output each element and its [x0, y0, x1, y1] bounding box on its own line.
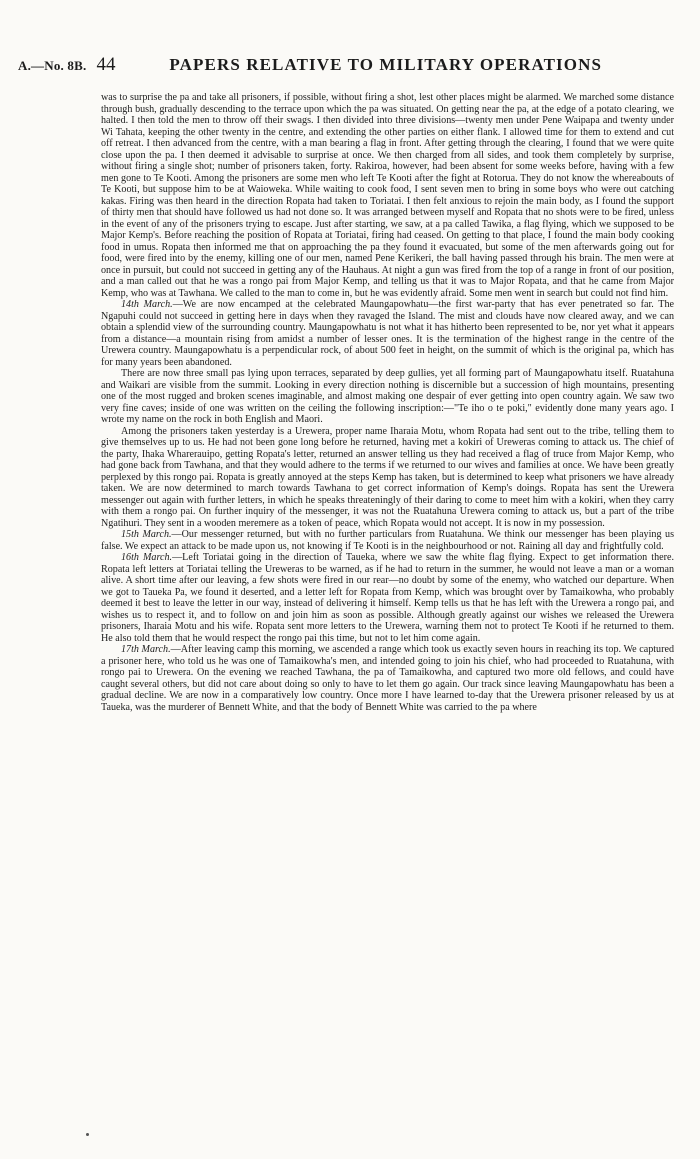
page-header [18, 54, 682, 78]
print-speck [86, 1133, 89, 1136]
dated-entry: 15th March.—Our messenger returned, but with no further particulars from Ruatahuna. We think our messenger has been playing us false. We expect an attack to be made upon us, not knowing if Te Kooti is in the neighbourhood or not. Raining all day and frightfully cold. [101, 529, 674, 552]
dated-entry: 14th March.—We are now encamped at the celebrated Maungapowhatu—the first war-party that has ever penetrated so far. The Ngapuhi could not succeed in getting here in days when they ravaged the Island. The mist and clouds have now cleared away, and we can obtain a splendid view of the surrounding country. Maungapowhatu is not what it has hitherto been represented to be, nor yet what it appears from a distance—a mountain rising from amidst a number of lesser ones. It is the termination of the highest range in the centre of the Urewera country. Maungapowhatu is a perpendicular rock, of about 500 feet in height, on the summit of which is the original pa, which has for many years been abandoned. [101, 299, 674, 368]
entry-date: 17th March. [121, 644, 171, 655]
body-text [101, 92, 674, 713]
paragraph: There are now three small pas lying upon terraces, separated by deep gullies, yet all forming part of Maungapowhatu itself. Ruatahuna and Waikari are visible from the summit. Looking in every direction nothing is discernible but a succession of high mountains, presenting one of the most rugged and broken scenes imaginable, and almost making one despair of ever getting into open country again. We saw two very fine caves; inside of one was written on the ceiling the following inscription:—"Te iho o te poki," evidently done many years ago. I wrote my name on the rock in both English and Maori. [101, 368, 674, 425]
entry-date: 14th March. [121, 299, 173, 310]
dated-entry: 17th March.—After leaving camp this morning, we ascended a range which took us exactly seven hours in reaching its top. We captured a prisoner here, who told us he was one of Tamaikowha's men, and intended going to join his chief, who had proceeded to Ruatahuna, with rongo pai to Urewera. On the evening we reached Tawhana, the pa of Tamaikowha, and captured two more old fellows, and could have caught several others, but did not care about doing so only to have to let them go again. Our track since leaving Maungapowhatu has been a gradual decline. We are now in a comparatively low country. Once more I have learned to-day that the Urewera prisoner released by us at Taueka, was the murderer of Bennett White, and that the body of Bennett White was carried to the pa where [101, 644, 674, 713]
page-number: 44 [96, 54, 116, 75]
dated-entry: 16th March.—Left Toriatai going in the direction of Taueka, where we saw the white flag flying. Expect to get information there. Ropata left letters at Toriatai telling the Ureweras to be warned, as if he had to return in the summer, he would not leave a man or a woman alive. A short time after our leaving, a few shots were fired in our rear—no doubt by some of the enemy, who watched our departure. When we got to Taueka Pa, we found it deserted, and a letter left for Ropata from Kemp, which was brought over by Tamaikowha, who probably deemed it best to leave the letter in our way, instead of delivering it himself. Kemp tells us that he has left with the Urewera a rongo pai, and wishes us to respect it, and to follow on and join him as soon as possible. Although greatly against our wishes we released the Urewera prisoners, Iharaia Motu and his wife. Ropata sent more letters to the Urewera, warning them not to protect Te Kooti if he returned to them. He also told them that he would respect the rongo pai this time, but not to let him come again. [101, 552, 674, 644]
paragraph: was to surprise the pa and take all prisoners, if possible, without firing a shot, lest other places might be alarmed. We marched some distance through bush, gradually descending to the terrace upon which the pa was situated. On getting near the pa, at the edge of a potato clearing, we halted. I then told the men to throw off their swags. I then divided into three divisions—twenty men under Pene Waipapa and twenty under Wi Tahata, keeping the other twenty in the centre, and extending the other parties on either flank. I allowed time for them to extend and cut off retreat. I then advanced from the centre, with a man bearing a flag in front. After getting through the clearing, I found that we were quite close upon the pa. I then deemed it advisable to surprise at once. We then charged from all sides, and took them completely by surprise, without firing a single shot; number of prisoners taken, forty. Rakiroa, however, had been absent for some weeks before, having with a few men gone to Te Kooti. Among the prisoners are some men who left Te Kooti after the fight at Rotorua. They do not know the whereabouts of Te Kooti, but suppose him to be at Waioweka. While waiting to cook food, I sent seven men to bring in some boys who were out catching kakas. Firing was then heard in the direction Ropata had taken to Toriatai. I then felt anxious to rejoin the main body, as I found the support of thirty men that should have followed us had not done so. It was arranged between myself and Ropata that no shots were to be fired, unless in the event of any of the prisoners trying to escape. Just after starting, we saw, at a pa called Tawika, a flag flying, which we supposed to be Major Kemp's. Before reaching the position of Ropata at Toriatai, firing had ceased. On getting to that place, I found the main body cooking food in umus. Ropata then informed me that on approaching the pa they found it evacuated, but some of the men afterwards going out for food, were fired into by the enemy, killing one of our men, named Pene Kerikeri, the ball having passed through his brain. The men were at once in pursuit, but could not succeed in getting any of the Hauhaus. At night a gun was fired from the top of a range in front of our position, and a man called out that he was a rongo pai from Major Kemp, and telling us that it was to Major Ropata, and that he came from Major Kemp, who was at Tawhana. We called to the man to come in, but he was evidently afraid. Some men went in search but could not find him. [101, 92, 674, 299]
entry-date: 15th March. [121, 529, 172, 540]
page-title: PAPERS RELATIVE TO MILITARY OPERATIONS [169, 55, 603, 74]
entry-date: 16th March. [121, 552, 173, 563]
paragraph: Among the prisoners taken yesterday is a Urewera, proper name Iharaia Motu, whom Ropata had sent out to the tribe, telling them to give themselves up to us. He had not been gone long before he returned, having met a kokiri of Ureweras coming to attack us. The chief of the party, Ihaka Wharerauipo, getting Ropata's letter, returned an answer telling us they had received a flag of truce from Major Kemp, who had gone back from Tawhana, and that they would adhere to the terms if we returned to our wives and families at once. We have been greatly perplexed by this rongo pai. Ropata is greatly annoyed at the steps Kemp has taken, but is determined to keep what prisoners we have already taken. We are now determined to march towards Tawhana to get correct information of Kemp's doings. Ropata has sent the Urewera messenger out again with further letters, in which he speaks threateningly of their daring to come to meet him with a kokiri, when they carry with them a rongo pai. On further inquiry of the messenger, it was not the Ruatahuna Urewera coming to attack us, but a part of the tribe Ngatihuri. They sent in a wooden meremere as a token of peace, which Ropata would not accept. It is now in my possession. [101, 425, 674, 529]
document-number: A.—No. 8B. [18, 58, 87, 73]
